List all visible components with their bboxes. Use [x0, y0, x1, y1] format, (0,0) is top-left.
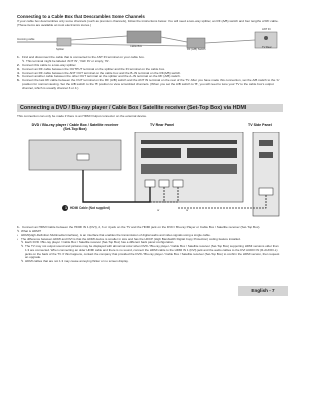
- step-5: 5. Connect another cable between the other OUT terminal on the splitter and the A–IN terminal on the RF (A/B) switch.: [17, 74, 181, 79]
- hdmi-step-1: 1. Connect an HDMI Cable between the HDMI IN 1 (DVI), 2, 3 or 4 jack on the TV and the HDMI jack on the DVD / Blu-ray Player or Cable Box / Satellite receiver (Set-Top Box).: [17, 225, 261, 229]
- hdmi-steps: [17, 226, 283, 264]
- section-title-hdmi: Connecting a DVD / Blu-ray player / Cable Box / Satellite receiver (Set-Top Box) via HDMI: [20, 105, 247, 111]
- splitter-label: Splitter: [56, 48, 65, 51]
- step-1-note: ✎ This terminal might be labeled 'ANT IN', 'VHF IN' or simply, 'IN'.: [22, 58, 110, 63]
- rf-switch-label: RF (A/B) Switch: [187, 48, 206, 51]
- step-4: 4. Connect an RF cable between the ANT OUT terminal on the cable box and the B–IN terminal on the RF(A/B) switch.: [17, 70, 181, 75]
- bullet-1: • HDMI(High-Definition Multimedia Interface), is an interface that enables the transmission of digital audio and video signals using a single cable.: [17, 232, 211, 237]
- incoming-cable-label: Incoming cable: [17, 38, 35, 41]
- or-label-1: or: [157, 209, 160, 212]
- bullet-2: • The difference between HDMI and DVI is that the HDMI device is smaller in size and has the HDCP (High Bandwidth Digital Copy Protection) coding feature installed.: [17, 236, 241, 241]
- note-icon: ✎: [22, 58, 25, 63]
- cable-box-shape: [127, 31, 161, 43]
- hdmi-note-2: ✎ The TV may not output sound and pictures may be displayed with abnormal color when DVD / Blu-ray player / Cable Box / Satellite receiver (Set-Top Box) supporting HDMI versions older than 1.3 are connected. When connecting an older HDMI cable and there is no sound, connect the HDMI cable to the HDMI IN 1 (DVI) jack and the audio cables to the DVI AUDIO IN (R-AUDIO-L) jacks on the back of the TV. If this happens, contact the company that provided the DVD / Blu-ray player / Cable Box / Satellite receiver (Set-Top Box) to confirm the HDMI version, then request an upgrade.: [21, 244, 280, 260]
- step-6: 6. Connect the last RF cable between the OUT terminal on the RF (A/B) switch and the ANT IN terminal on the rear of the TV. After you have made this connection, set the A/B switch to the 'A' position for normal viewing. Set the A/B switch to the 'B' position to view scrambled channels. (When you set the A/B switch to 'B', you will need to tune your TV to the cable box's output channel, which is usually channel 3 or 4.): [17, 78, 280, 91]
- cable-box-steps: [17, 56, 283, 91]
- note-icon: ✎: [21, 259, 24, 264]
- tv-side-panel-label: TV Side Panel: [248, 123, 272, 127]
- hdmi-note-3: ✎ HDMI cables that are not 1.3 may cause annoying flicker or no screen display.: [21, 259, 129, 264]
- step-3: 3. Connect an RF cable between the OUTPUT terminal on the splitter and the IN terminal on the cable box.: [17, 66, 166, 71]
- section-band-hdmi: [17, 104, 283, 112]
- device-back-panel: [29, 140, 121, 170]
- hdmi-diagram: [17, 132, 283, 222]
- ant-in-label: ANT IN: [262, 28, 271, 31]
- or-label-2: or: [186, 209, 189, 212]
- page-number: English - 7: [251, 288, 275, 293]
- cable-box-label: Cable Box: [130, 45, 142, 48]
- device-hdmi-port: [77, 154, 89, 160]
- what-is-hdmi: ✎ What is HDMI?: [17, 228, 42, 233]
- section-heading-cable-box: Connecting to a Cable Box that Descrambles Some Channels: [17, 14, 145, 19]
- step-2: 2. Connect this cable to a two-way splitter.: [17, 62, 77, 67]
- footer-page-badge: [238, 286, 288, 296]
- note-icon: ✎: [21, 244, 24, 249]
- device-label: DVD / Blu-ray player / Cable Box / Satellite receiver (Set-Top Box): [31, 123, 119, 131]
- hdmi-cable-label: HDMI Cable (Not supplied): [70, 206, 111, 210]
- tv-rear-panel-label: TV Rear Panel: [150, 123, 175, 127]
- note-icon: ✎: [21, 240, 24, 245]
- hdmi-intro: This connection can only be made if there is an HDMI Output connector on the external device.: [17, 114, 148, 118]
- tv-rear-label: TV Rear: [262, 46, 272, 49]
- hdmi-note-1: ✎ Each DVD / Blu-ray player / Cable Box / Satellite receiver (Set-Top Box) has a different back panel configuration.: [21, 240, 175, 245]
- intro-text: If your cable box descrambles only some channels (such as premium channels), follow the instructions below. You will need a two-way splitter, an RF (A/B) switch and four lengths of RF cable. (These items are available at most electronics stores.): [17, 19, 279, 27]
- note-icon: ✎: [17, 228, 20, 233]
- splitter-shape: [57, 38, 71, 46]
- step-1: 1. Find and disconnect the cable that is connected to the ANT IN terminal on your cable box.: [17, 55, 145, 59]
- rf-switch-shape: [187, 38, 205, 48]
- callout-number: 1: [65, 206, 67, 210]
